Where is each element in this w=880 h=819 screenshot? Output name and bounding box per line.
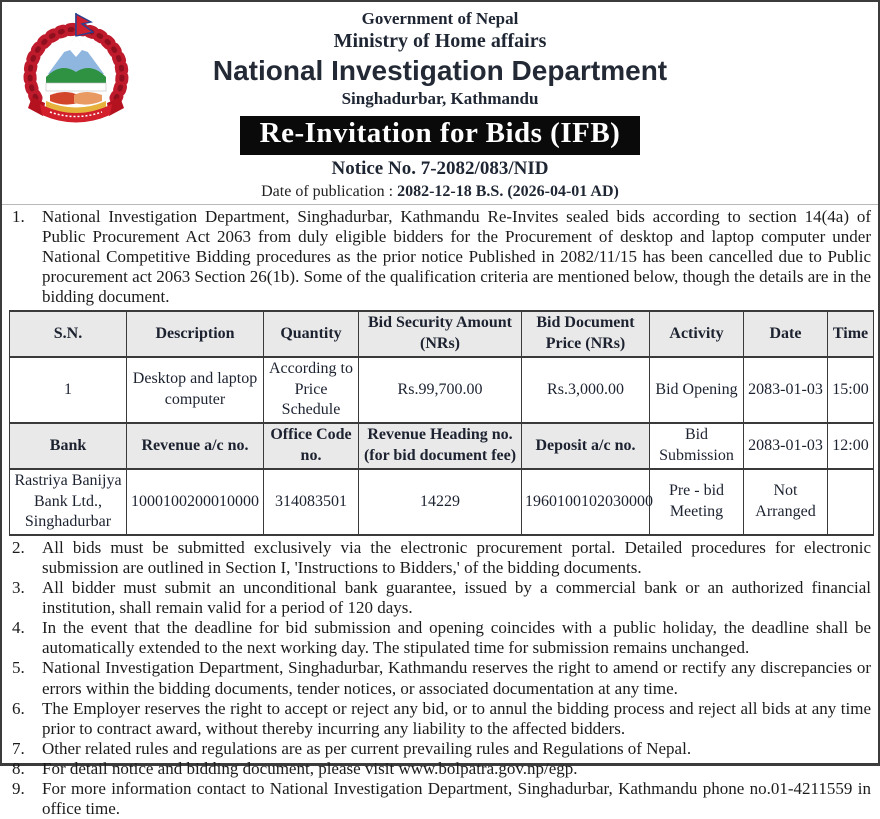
table-cell: Pre - bid Meeting xyxy=(650,469,744,535)
publication-date-value: 2082-12-18 B.S. (2026-04-01 AD) xyxy=(397,182,619,200)
list-item-1 xyxy=(9,207,871,307)
table-header-cell: Bid Security Amount (NRs) xyxy=(359,311,522,357)
list-item-number: 7. xyxy=(12,738,25,758)
table-cell: Desktop and laptop computer xyxy=(127,357,264,423)
list-item-number: 5. xyxy=(12,658,25,678)
department-address: Singhadurbar, Kathmandu xyxy=(341,88,539,108)
list-item-number: 8. xyxy=(12,758,25,778)
list-item-text: All bidder must submit an unconditional bank guarantee, issued by a commercial bank or an authorized financial institution, shall remain valid for a period of 120 days. xyxy=(42,578,871,618)
list-item-number: 9. xyxy=(12,778,25,798)
table-cell: Bid Submission xyxy=(650,423,744,469)
header-divider xyxy=(2,204,878,205)
list-item-7 xyxy=(9,739,871,759)
table-row-bank-header xyxy=(10,423,874,469)
list-item-number: 3. xyxy=(12,578,25,598)
list-item-4 xyxy=(9,618,871,658)
list-item-number: 2. xyxy=(12,538,25,558)
table-cell: 1 xyxy=(10,357,127,423)
table-header-cell: Bid Document Price (NRs) xyxy=(522,311,650,357)
table-cell: 15:00 xyxy=(828,357,874,423)
publication-date-line xyxy=(9,182,871,201)
list-item-2 xyxy=(9,538,871,578)
table-row-header xyxy=(10,311,874,357)
table-cell: Rs.99,700.00 xyxy=(359,357,522,423)
table-cell: 14229 xyxy=(359,469,522,535)
list-item-text: For detail notice and bidding document, please visit www.bolpatra.gov.np/egp. xyxy=(42,758,578,778)
list-item-text: For more information contact to National Investigation Department, Singhadurbar, Kathmandu phone no.01-4211559 in office time. xyxy=(42,778,871,818)
table-header-cell: Activity xyxy=(650,311,744,357)
table-header-cell: Date xyxy=(744,311,828,357)
ministry-title: Ministry of Home affairs xyxy=(333,30,547,53)
list-item-text: National Investigation Department, Singhadurbar, Kathmandu Re-Invites sealed bids according to section 14(4a) of Public Procurement Act 2063 from duly eligible bidders for the Procurement of desktop and laptop computer under National Competitive Bidding procedures as the prior notice Published in 2082/11/15 has been cancelled due to Public procurement act 2063 Section 26(1b). Some of the qualification criteria are mentioned below, though the details are in the bidding document. xyxy=(42,206,871,307)
table-cell: 2083-01-03 xyxy=(744,357,828,423)
list-item-text: Other related rules and regulations are as per current prevailing rules and Regulations of Nepal. xyxy=(42,738,692,758)
list-item-5 xyxy=(9,658,871,698)
list-item-text: The Employer reserves the right to accept or reject any bid, or to annul the bidding process and reject all bids at any time prior to contract award, without thereby incurring any liability to the affected bidders. xyxy=(42,698,871,738)
table-row xyxy=(10,357,874,423)
table-header-cell: Office Code no. xyxy=(264,423,359,469)
ifb-title-banner: Re-Invitation for Bids (IFB) xyxy=(240,116,641,155)
list-item-number: 4. xyxy=(12,618,25,638)
table-cell xyxy=(828,469,874,535)
table-cell: According to Price Schedule xyxy=(264,357,359,423)
table-header-cell: S.N. xyxy=(10,311,127,357)
table-cell: Not Arranged xyxy=(744,469,828,535)
list-item-9 xyxy=(9,779,871,819)
publication-date-label: Date of publication : xyxy=(261,182,398,200)
table-header-cell: Time xyxy=(828,311,874,357)
table-header-cell: Deposit a/c no. xyxy=(522,423,650,469)
government-title: Government of Nepal xyxy=(361,9,519,28)
title-banner-row xyxy=(9,116,871,155)
list-item-text: National Investigation Department, Singhadurbar, Kathmandu reserves the right to amend or rectify any discrepancies or errors within the bidding documents, tender notices, or associated documentation at any time. xyxy=(42,658,871,698)
table-cell: Rastriya Banijya Bank Ltd., Singhadurbar xyxy=(10,469,127,535)
document-header xyxy=(9,8,871,110)
bid-information-table xyxy=(9,310,874,536)
list-item-8 xyxy=(9,759,871,779)
list-item-text: In the event that the deadline for bid submission and opening coincides with a public holiday, the deadline shall be automatically extended to the next working day. The stipulated time for submission remains unchanged. xyxy=(42,618,871,658)
table-cell: 1960100102030000 xyxy=(522,469,650,535)
list-item-number: 1. xyxy=(12,206,25,226)
notes-list xyxy=(9,538,871,819)
department-title: National Investigation Department xyxy=(212,55,668,87)
table-header-cell: Revenue Heading no. (for bid document fee) xyxy=(359,423,522,469)
table-cell: Rs.3,000.00 xyxy=(522,357,650,423)
table-cell: 2083-01-03 xyxy=(744,423,828,469)
table-cell: 12:00 xyxy=(828,423,874,469)
nepal-emblem-logo xyxy=(14,10,138,122)
table-header-cell: Quantity xyxy=(264,311,359,357)
table-row xyxy=(10,469,874,535)
table-cell: 314083501 xyxy=(264,469,359,535)
table-cell: 1000100200010000 xyxy=(127,469,264,535)
list-item-6 xyxy=(9,699,871,739)
list-item-3 xyxy=(9,578,871,618)
notice-number: Notice No. 7-2082/083/NID xyxy=(331,157,549,179)
table-header-cell: Description xyxy=(127,311,264,357)
list-item-number: 6. xyxy=(12,698,25,718)
table-cell: Bid Opening xyxy=(650,357,744,423)
list-item-text: All bids must be submitted exclusively via the electronic procurement portal. Detailed procedures for electronic submission are outlined in Section I, 'Instructions to Bidders,' of the bidding documents. xyxy=(42,538,871,578)
table-header-cell: Bank xyxy=(10,423,127,469)
table-header-cell: Revenue a/c no. xyxy=(127,423,264,469)
